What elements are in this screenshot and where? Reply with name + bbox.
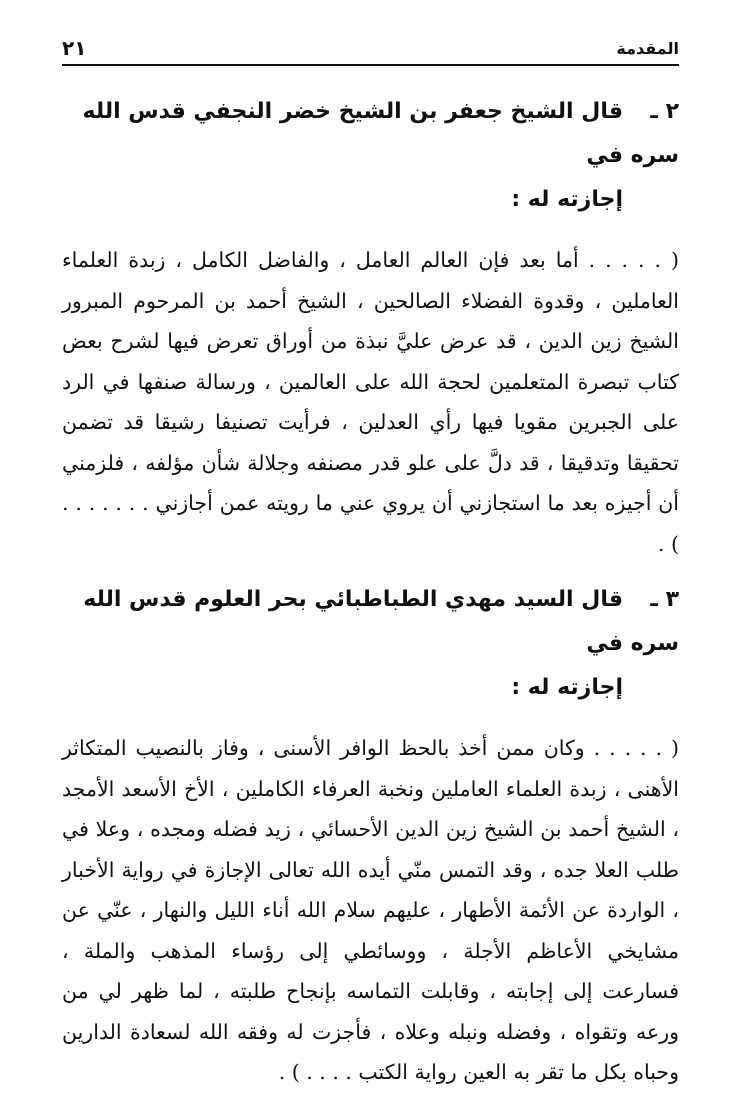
section-3-heading-line2: إجازته له : bbox=[511, 675, 623, 700]
section-2-heading-line2: إجازته له : bbox=[511, 187, 623, 212]
running-header bbox=[62, 28, 679, 66]
section-2-heading-line1: قال الشيخ جعفر بن الشيخ خضر النجفي قدس الله سره في bbox=[82, 99, 679, 168]
section-2-number: ٢ ـ bbox=[650, 99, 679, 124]
section-3-quote: ( . . . . . وكان ممن أخذ بالحظ الوافر الأسنى ، وفاز بالنصيب المتكاثر الأهنى ، زبدة العلماء العاملين ونخبة العرفاء الكاملين ، الأخ الأسعد الأمجد ، الشيخ أحمد بن الشيخ زين الدين الأحسائي ، زيد فضله ومجده ، وعلا في طلب العلا جده ، وقد التمس منّي أيده الله تعالى الإجازة في رواية الأخبار ، الواردة عن الأئمة الأطهار ، عليهم سلام الله أناء الليل والنهار ، عنّي عن مشايخي الأعاظم الأجلة ، ووسائطي إلى رؤساء المذهب والملة ، فسارعت إلى إجابته ، وقابلت التماسه بإنجاح طلبته ، لما ظهر لي من ورعه وتقواه ، وفضله ونبله وعلاه ، فأجزت له وفقه الله لسعادة الدارين وحباه بكل ما تقر به العين رواية الكتب . . . . ) . bbox=[62, 736, 679, 1084]
page-body bbox=[62, 90, 679, 1093]
section-3-heading bbox=[62, 578, 679, 710]
page-number: ٢١ bbox=[62, 36, 87, 60]
section-2-quote: ( . . . . . أما بعد فإن العالم العامل ، والفاضل الكامل ، زبدة العلماء العاملين ، وقدوة الفضلاء الصالحين ، الشيخ أحمد بن المرحوم المبرور الشيخ زين الدين ، قد عرض عليَّ نبذة من أوراق تعرض فيها لشرح بعض كتاب تبصرة المتعلمين لحجة الله على العالمين ، ورسالة صنفها في الرد على الجبرين مقويا فيها رأي العدلين ، فرأيت تصنيفا رشيقا قد تضمن تحقيقا وتدقيقا ، قد دلَّ على علو قدر مصنفه وجلالة شأن مؤلفه ، فلزمني أن أجيزه بعد ما استجازني أن يروي عني ما رويته عمن أجازني . . . . . . . ) . bbox=[62, 248, 680, 556]
section-3-heading-line1: قال السيد مهدي الطباطبائي بحر العلوم قدس الله سره في bbox=[83, 587, 679, 656]
section-title: المقدمة bbox=[616, 39, 679, 58]
section-3-number: ٣ ـ bbox=[650, 587, 679, 612]
section-2-heading bbox=[62, 90, 679, 222]
